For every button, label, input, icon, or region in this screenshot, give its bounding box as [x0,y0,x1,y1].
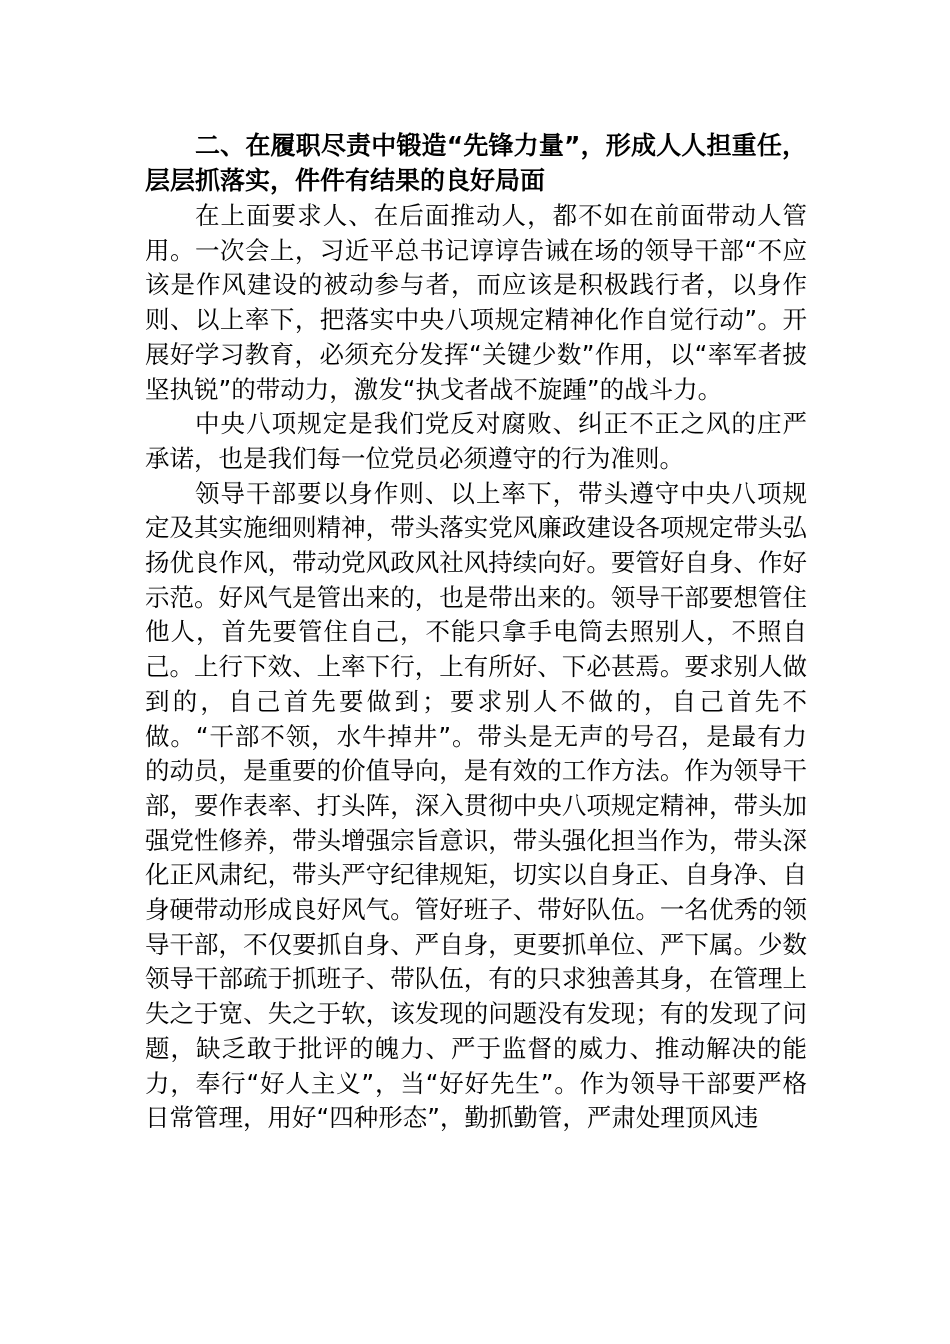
document-page [145,128,807,1136]
section-heading: 二、在履职尽责中锻造“先锋力量”，形成人人担重任，层层抓落实，件件有结果的良好局面 [145,131,807,195]
paragraph-2: 中央八项规定是我们党反对腐败、纠正不正之风的庄严承诺，也是我们每一位党员必须遵守的行为准则。 [145,409,807,473]
paragraph-1: 在上面要求人、在后面推动人，都不如在前面带动人管用。一次会上，习近平总书记谆谆告诫在场的领导干部“不应该是作风建设的被动参与者，而应该是积极践行者，以身作则、以上率下，把落实中央八项规定精神化作自觉行动”。开展好学习教育，必须充分发挥“关键少数”作用，以“率军者披坚执锐”的带动力，激发“执戈者战不旋踵”的战斗力。 [145,201,807,404]
paragraph-3: 领导干部要以身作则、以上率下，带头遵守中央八项规定及其实施细则精神，带头落实党风廉政建设各项规定带头弘扬优良作风，带动党风政风社风持续向好。要管好自身、作好示范。好风气是管出来的，也是带出来的。领导干部要想管住他人，首先要管住自己，不能只拿手电筒去照别人，不照自己。上行下效、上率下行，上有所好、下必甚焉。要求别人做到的，自己首先要做到；要求别人不做的，自己首先不做。“干部不领，水牛掉井”。带头是无声的号召，是最有力的动员，是重要的价值导向，是有效的工作方法。作为领导干部，要作表率、打头阵，深入贯彻中央八项规定精神，带头加强党性修养，带头增强宗旨意识，带头强化担当作为，带头深化正风肃纪，带头严守纪律规矩，切实以自身正、自身净、自身硬带动形成良好风气。管好班子、带好队伍。一名优秀的领导干部，不仅要抓自身、严自身，更要抓单位、严下属。少数领导干部疏于抓班子、带队伍，有的只求独善其身，在管理上失之于宽、失之于软，该发现的问题没有发现；有的发现了问题，缺乏敢于批评的魄力、严于监督的威力、推动解决的能力，奉行“好人主义”，当“好好先生”。作为领导干部要严格日常管理，用好“四种形态”，勤抓勤管，严肃处理顶风违 [145,478,807,1133]
